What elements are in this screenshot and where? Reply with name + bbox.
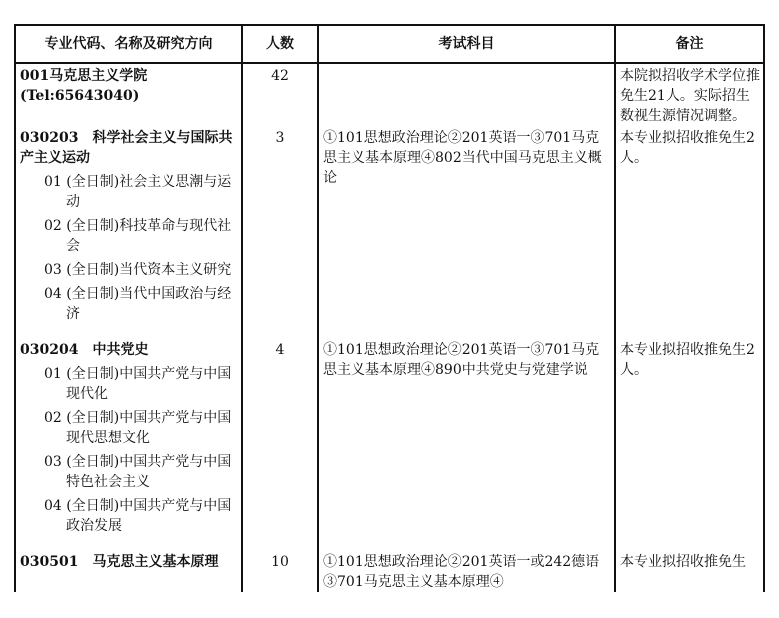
major-name: 科学社会主义与国际共产主义运动 <box>20 130 233 166</box>
direction-item: 04 (全日制)中国共产党与中国政治发展 <box>44 498 232 534</box>
major-count: 10 <box>242 550 318 592</box>
header-subjects: 考试科目 <box>318 25 615 63</box>
direction-item: 02 (全日制)科技革命与现代社会 <box>44 218 232 254</box>
direction-item: 03 (全日制)当代资本主义研究 <box>44 262 232 278</box>
major-name: 马克思主义基本原理 <box>92 554 219 570</box>
major-count: 3 <box>242 126 318 338</box>
table-row <box>15 338 764 550</box>
major-note: 本专业拟招收推免生2人。 <box>615 338 764 550</box>
major-code: 030204 <box>20 342 79 358</box>
major-note: 本专业拟招收推免生2人。 <box>615 126 764 338</box>
direction-item: 04 (全日制)当代中国政治与经济 <box>44 286 232 322</box>
department-phone: (Tel:65643040) <box>20 88 140 104</box>
major-subjects: ①101思想政治理论②201英语一③701马克思主义基本原理④890中共党史与党建学说 <box>318 338 615 550</box>
major-note: 本专业拟招收推免生 <box>615 550 764 592</box>
department-subjects <box>318 63 615 126</box>
direction-item: 02 (全日制)中国共产党与中国现代思想文化 <box>44 410 232 446</box>
direction-item: 03 (全日制)中国共产党与中国特色社会主义 <box>44 454 232 490</box>
header-row <box>15 25 764 63</box>
table-row <box>15 550 764 592</box>
direction-item: 01 (全日制)社会主义思潮与运动 <box>44 174 232 210</box>
department-name: 001马克思主义学院 (Tel:65643040) <box>20 66 237 106</box>
major-cell <box>15 338 242 550</box>
department-count: 42 <box>242 63 318 126</box>
major-code: 030501 <box>20 554 79 570</box>
header-count: 人数 <box>242 25 318 63</box>
header-notes: 备注 <box>615 25 764 63</box>
major-count: 4 <box>242 338 318 550</box>
admissions-table <box>14 24 765 592</box>
department-row <box>15 63 764 126</box>
major-title <box>20 128 237 168</box>
department-note: 本院拟招收学术学位推免生21人。实际招生数视生源情况调整。 <box>615 63 764 126</box>
table-row <box>15 126 764 338</box>
major-title <box>20 340 237 360</box>
header-program: 专业代码、名称及研究方向 <box>15 25 242 63</box>
major-subjects: ①101思想政治理论②201英语一或242德语③701马克思主义基本原理④ <box>318 550 615 592</box>
major-code: 030203 <box>20 130 79 146</box>
major-cell <box>15 126 242 338</box>
major-name: 中共党史 <box>92 342 149 358</box>
major-cell <box>15 550 242 592</box>
major-subjects: ①101思想政治理论②201英语一③701马克思主义基本原理④802当代中国马克思主义概论 <box>318 126 615 338</box>
direction-item: 01 (全日制)中国共产党与中国现代化 <box>44 366 232 402</box>
major-title <box>20 552 237 572</box>
department-cell <box>15 63 242 126</box>
